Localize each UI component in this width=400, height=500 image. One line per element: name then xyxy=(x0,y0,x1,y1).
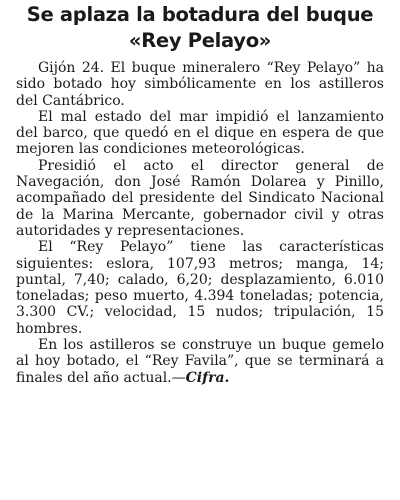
headline xyxy=(16,2,384,54)
paragraph-sea-conditions: El mal estado del mar impidió el lanzamiento del barco, que quedó en el dique en espera de que mejoren las condiciones meteorológicas. xyxy=(16,108,384,158)
paragraph-dateline: Gijón 24. El buque mineralero “Rey Pelayo” ha sido botado hoy simbólicamente en los astilleros del Cantábrico. xyxy=(16,60,384,109)
twin-ship-text: En los astilleros se construye un buque gemelo al hoy botado, el “Rey Favila”, que se terminará a finales del año actual.— xyxy=(16,337,384,386)
headline-line-1: Se aplaza la botadura del buque xyxy=(26,3,374,26)
paragraph-specifications: El “Rey Pelayo” tiene las características siguientes: eslora, 107,93 metros; manga, 14; puntal, 7,40; calado, 6,20; desplazamiento, 6.010 toneladas; peso muerto, 4.394 toneladas; potencia, 3.300 CV.; velocidad, 15 nudos; tripulación, 15 hombres. xyxy=(16,239,384,337)
paragraph-twin-ship xyxy=(16,337,384,386)
article-body xyxy=(16,60,384,386)
paragraph-ceremony: Presidió el acto el director general de Navegación, don José Ramón Dolarea y Pinillo, acompañado del presidente del Sindicato Nacional de la Marina Mercante, gobernador civil y otras autoridades y representaciones. xyxy=(16,157,384,239)
agency-signature: Cifra. xyxy=(185,369,230,386)
headline-line-2: «Rey Pelayo» xyxy=(128,29,272,52)
